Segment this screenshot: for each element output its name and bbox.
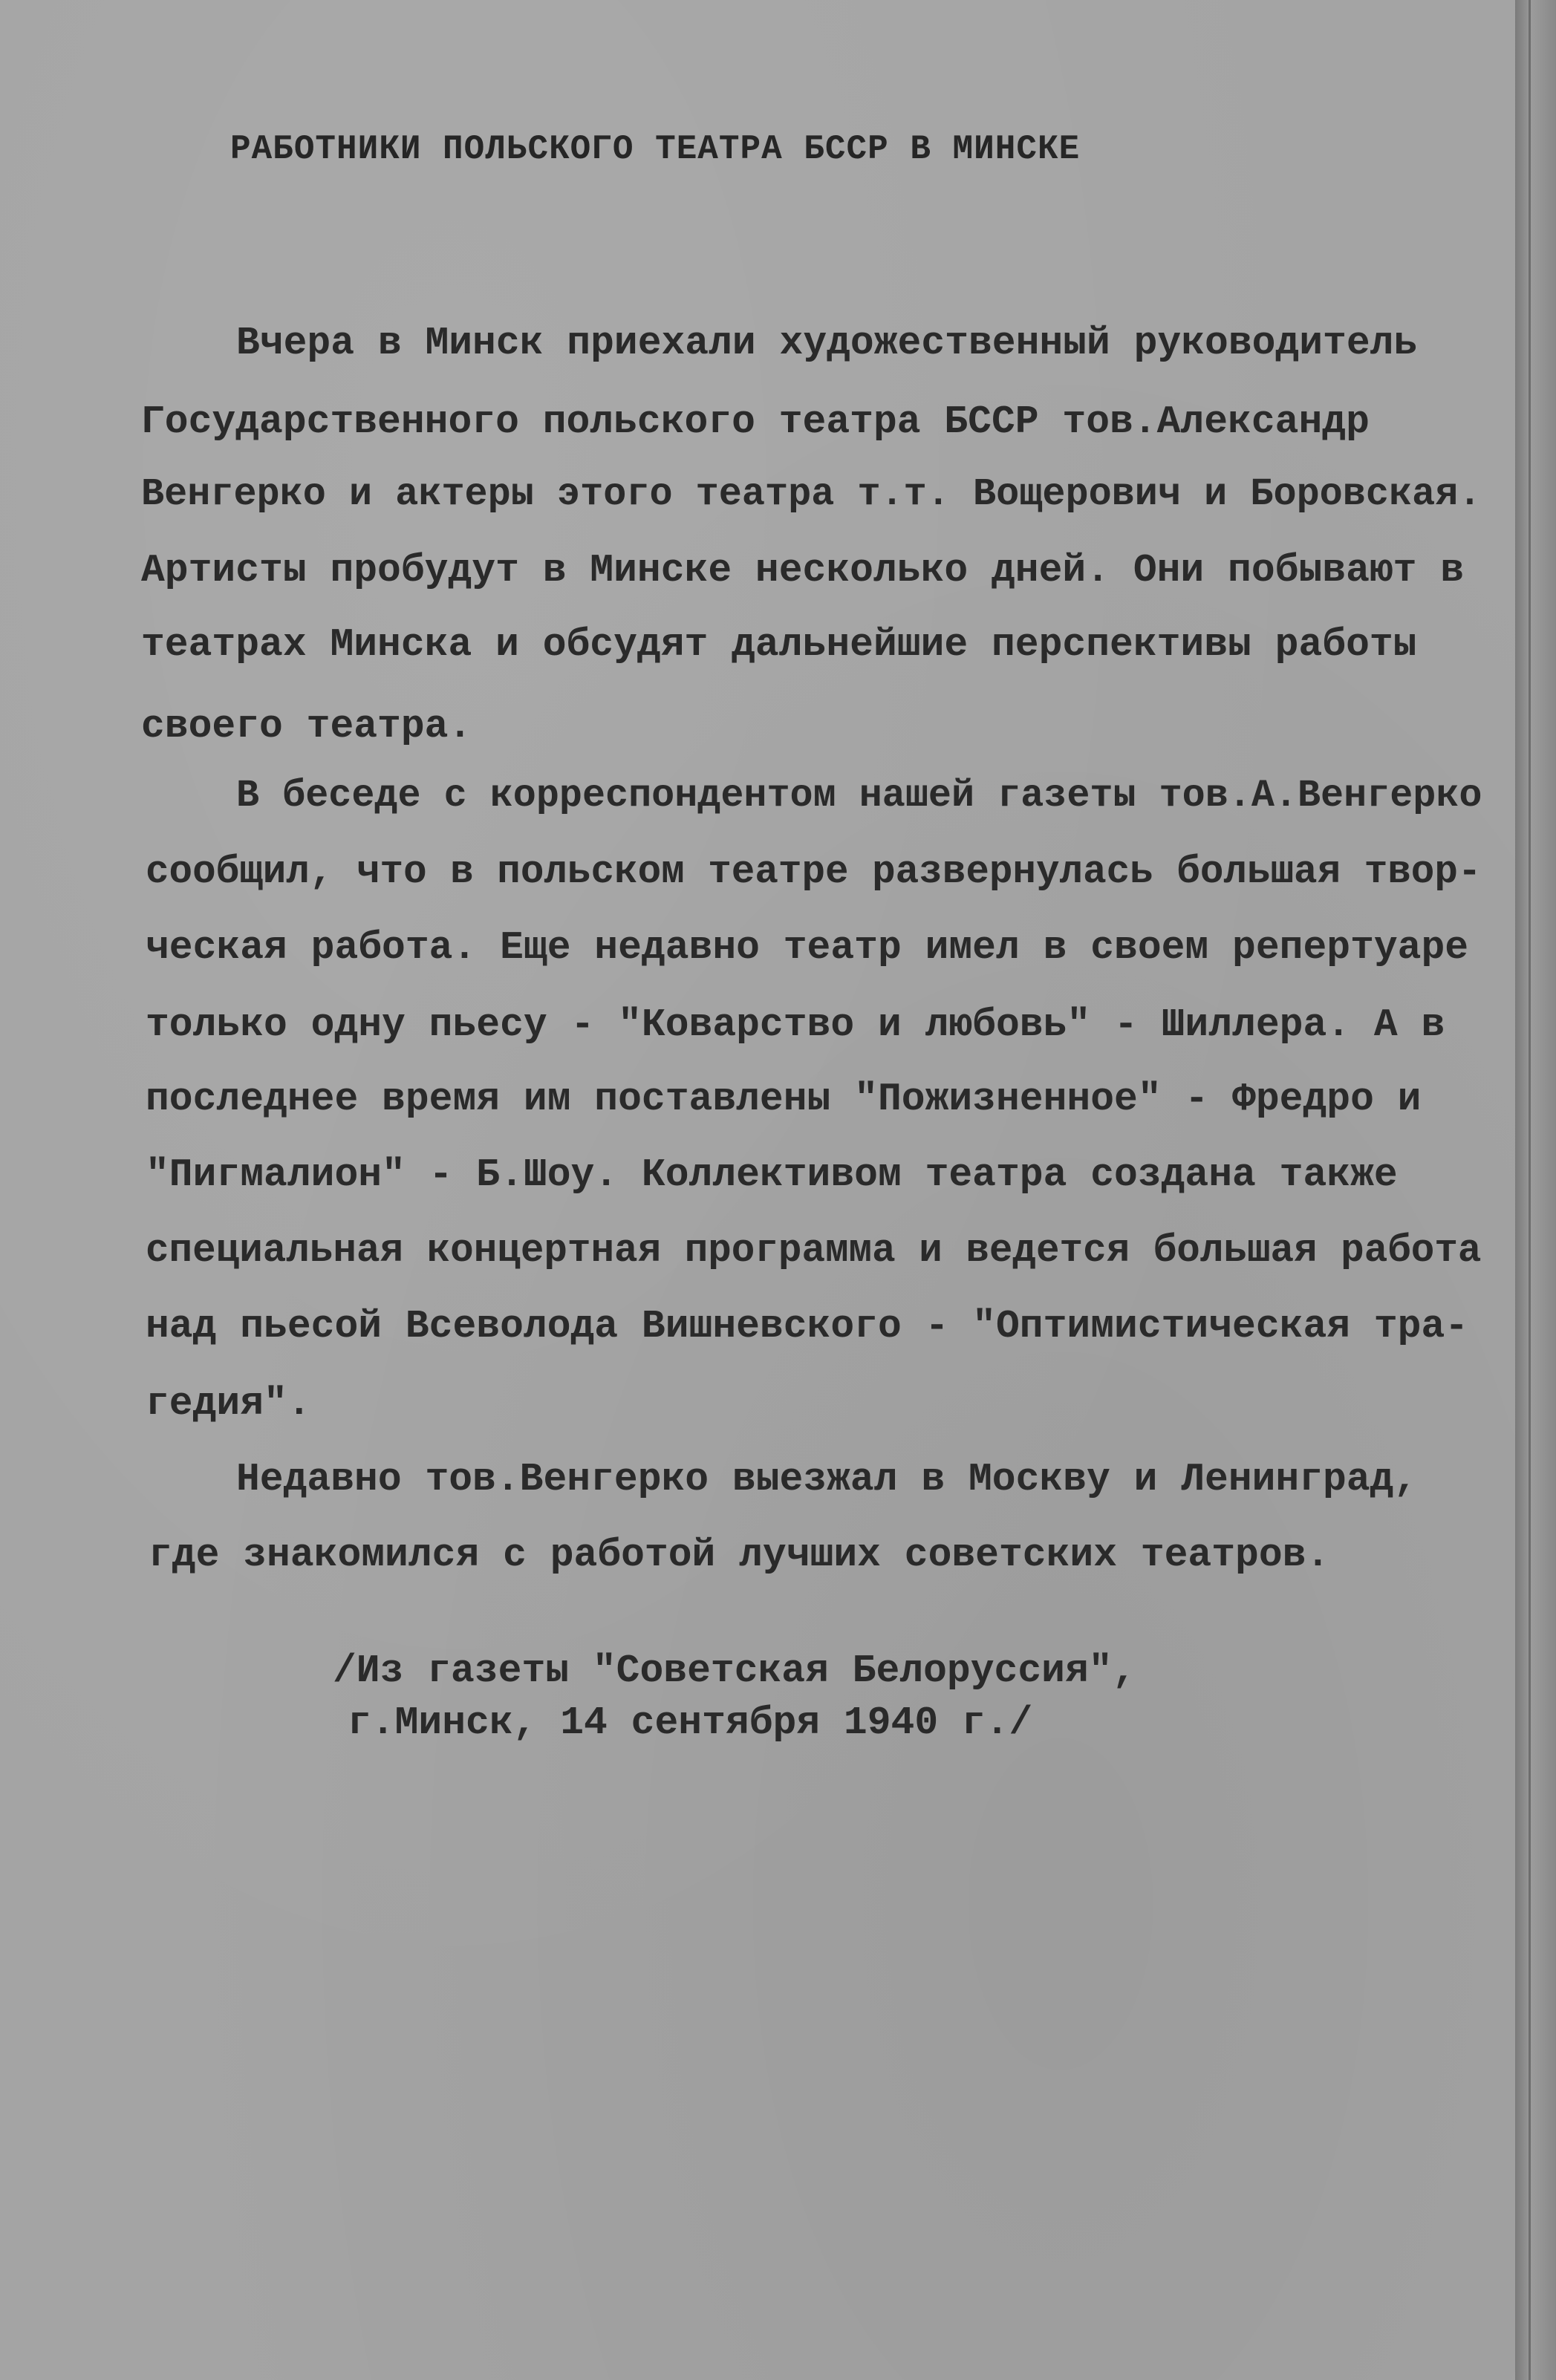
citation-line-2: г.Минск, 14 сентября 1940 г./ — [348, 1701, 1033, 1745]
paragraph-2-line-6: "Пигмалион" - Б.Шоу. Коллективом театра создана также — [146, 1152, 1398, 1197]
paragraph-1-line-2: Государственного польского театра БССР тов.Александр — [141, 400, 1370, 444]
paragraph-1-line-3: Венгерко и актеры этого театра т.т. Вощерович и Боровская. — [141, 472, 1482, 516]
paragraph-2-line-2: сообщил, что в польском театре развернулась большая твор- — [146, 850, 1482, 894]
page-binding-edge — [1515, 0, 1556, 2380]
paragraph-3-line-2: где знакомился с работой лучших советских театров. — [149, 1533, 1330, 1577]
paragraph-1-line-6: своего театра. — [141, 704, 472, 749]
paragraph-2-line-4: только одну пьесу - "Коварство и любовь" - Шиллера. А в — [146, 1002, 1445, 1047]
document-title: РАБОТНИКИ ПОЛЬСКОГО ТЕАТРА БССР В МИНСКЕ — [230, 130, 1081, 169]
paragraph-3-line-1: Недавно тов.Венгерко выезжал в Москву и Ленинград, — [236, 1457, 1418, 1502]
paragraph-2-line-9: гедия". — [146, 1381, 311, 1426]
paragraph-2-line-5: последнее время им поставлены "Пожизненное" - Фредро и — [146, 1077, 1422, 1121]
paragraph-1-line-4: Артисты пробудут в Минске несколько дней. Они побывают в — [141, 548, 1465, 593]
paragraph-2-line-1: В беседе с корреспондентом нашей газеты тов.А.Венгерко — [236, 774, 1482, 818]
paragraph-2-line-8: над пьесой Всеволода Вишневского - "Оптимистическая тра- — [146, 1304, 1469, 1349]
paragraph-1-line-5: театрах Минска и обсудят дальнейшие перспективы работы — [141, 622, 1417, 667]
paragraph-2-line-7: специальная концертная программа и ведется большая работа — [146, 1228, 1482, 1273]
page-binding-line — [1529, 0, 1531, 2380]
paragraph-2-line-3: ческая работа. Еще недавно театр имел в своем репертуаре — [146, 925, 1469, 970]
paragraph-1-line-1: Вчера в Минск приехали художественный руководитель — [236, 321, 1418, 365]
citation-line-1: /Из газеты "Советская Белоруссия", — [333, 1649, 1136, 1693]
